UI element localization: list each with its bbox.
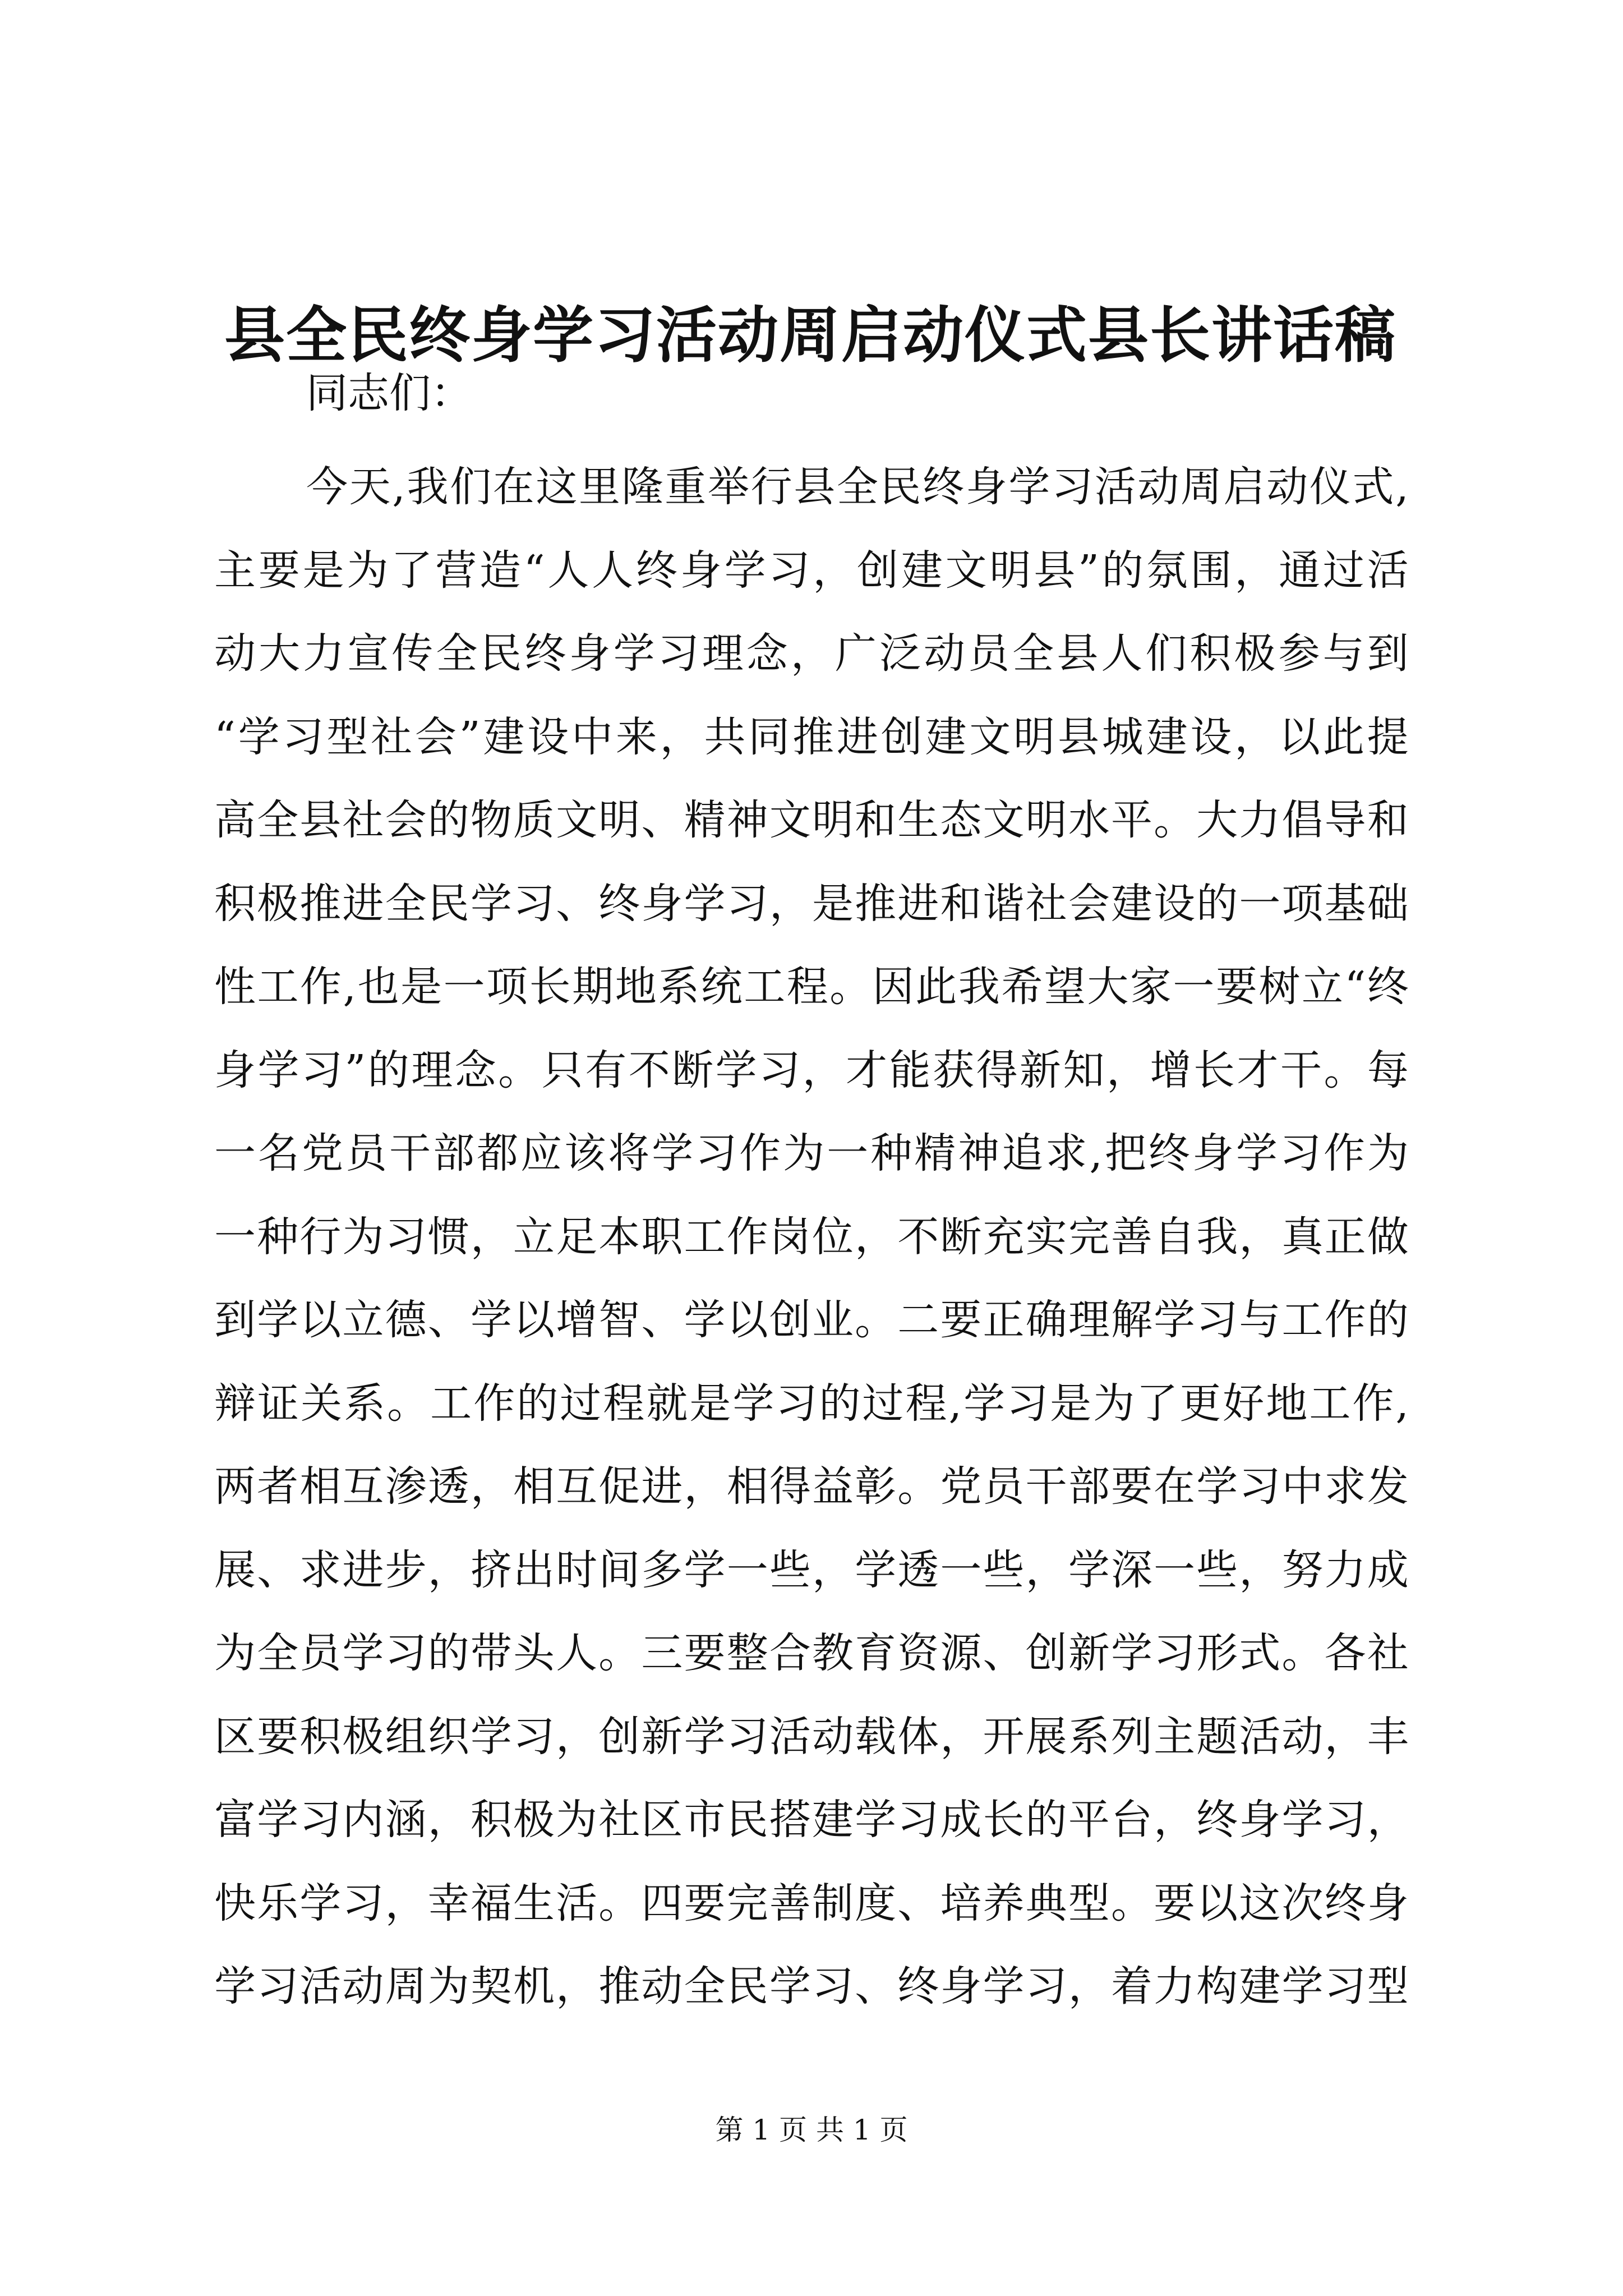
- body-line: “ 学 习 型 社 会 ” 建 设 中 来 ， 共 同 推 进 创 建 文 明 县 城 建 设 ， 以 此 提: [214, 712, 1409, 761]
- body-line: 辩 证 关 系 。 工 作 的 过 程 就 是 学 习 的 过 程 , 学 习 是 为 了 更 好 地 工 作 ,: [214, 1379, 1409, 1428]
- body-line: 一 名 党 员 干 部 都 应 该 将 学 习 作 为 一 种 精 神 追 求 , 把 终 身 学 习 作 为: [214, 1129, 1409, 1177]
- body-line: 主 要 是 为 了 营 造 “ 人 人 终 身 学 习 ， 创 建 文 明 县 ” 的 氛 围 ， 通 过 活: [214, 546, 1409, 595]
- body-line: 今 天 , 我 们 在 这 里 隆 重 举 行 县 全 民 终 身 学 习 活 动 周 启 动 仪 式 ,: [306, 463, 1409, 511]
- body-line: 展 、 求 进 步 ， 挤 出 时 间 多 学 一 些 ， 学 透 一 些 ， 学 深 一 些 ， 努 力 成: [214, 1545, 1409, 1594]
- salutation: 同志们：: [306, 369, 472, 417]
- body-line: 富 学 习 内 涵 ， 积 极 为 社 区 市 民 搭 建 学 习 成 长 的 平 台 ， 终 身 学 习 ，: [214, 1796, 1409, 1844]
- body-line: 身 学 习 ” 的 理 念 。 只 有 不 断 学 习 ， 才 能 获 得 新 知 ， 增 长 才 干 。 每: [214, 1046, 1409, 1094]
- page-footer: 第 1 页 共 1 页: [715, 2114, 908, 2146]
- body-line: 积 极 推 进 全 民 学 习 、 终 身 学 习 ， 是 推 进 和 谐 社 会 建 设 的 一 项 基 础: [214, 879, 1409, 928]
- body-line: 两 者 相 互 渗 透 ， 相 互 促 进 ， 相 得 益 彰 。 党 员 干 部 要 在 学 习 中 求 发: [214, 1462, 1409, 1511]
- body-line: 快 乐 学 习 ， 幸 福 生 活 。 四 要 完 善 制 度 、 培 养 典 型 。 要 以 这 次 终 身: [214, 1879, 1409, 1927]
- body-line: 动 大 力 宣 传 全 民 终 身 学 习 理 念 ， 广 泛 动 员 全 县 人 们 积 极 参 与 到: [214, 629, 1409, 678]
- body-line: 一 种 行 为 习 惯 ， 立 足 本 职 工 作 岗 位 ， 不 断 充 实 完 善 自 我 ， 真 正 做: [214, 1212, 1409, 1261]
- body-line: 高 全 县 社 会 的 物 质 文 明 、 精 神 文 明 和 生 态 文 明 水 平 。 大 力 倡 导 和: [214, 796, 1409, 844]
- body-line: 区 要 积 极 组 织 学 习 ， 创 新 学 习 活 动 载 体 ， 开 展 系 列 主 题 活 动 ， 丰: [214, 1712, 1409, 1761]
- document-title: 县全民终身学习活动周启动仪式县长讲话稿: [224, 300, 1396, 371]
- body-line: 为 全 员 学 习 的 带 头 人 。 三 要 整 合 教 育 资 源 、 创 新 学 习 形 式 。 各 社: [214, 1629, 1409, 1677]
- body-line: 到 学 以 立 德 、 学 以 增 智 、 学 以 创 业 。 二 要 正 确 理 解 学 习 与 工 作 的: [214, 1296, 1409, 1344]
- body-text: [214, 445, 1409, 2028]
- body-line: 学 习 活 动 周 为 契 机 ， 推 动 全 民 学 习 、 终 身 学 习 ， 着 力 构 建 学 习 型: [214, 1962, 1409, 2010]
- body-line: 性 工 作 , 也 是 一 项 长 期 地 系 统 工 程 。 因 此 我 希 望 大 家 一 要 树 立 “ 终: [214, 963, 1409, 1011]
